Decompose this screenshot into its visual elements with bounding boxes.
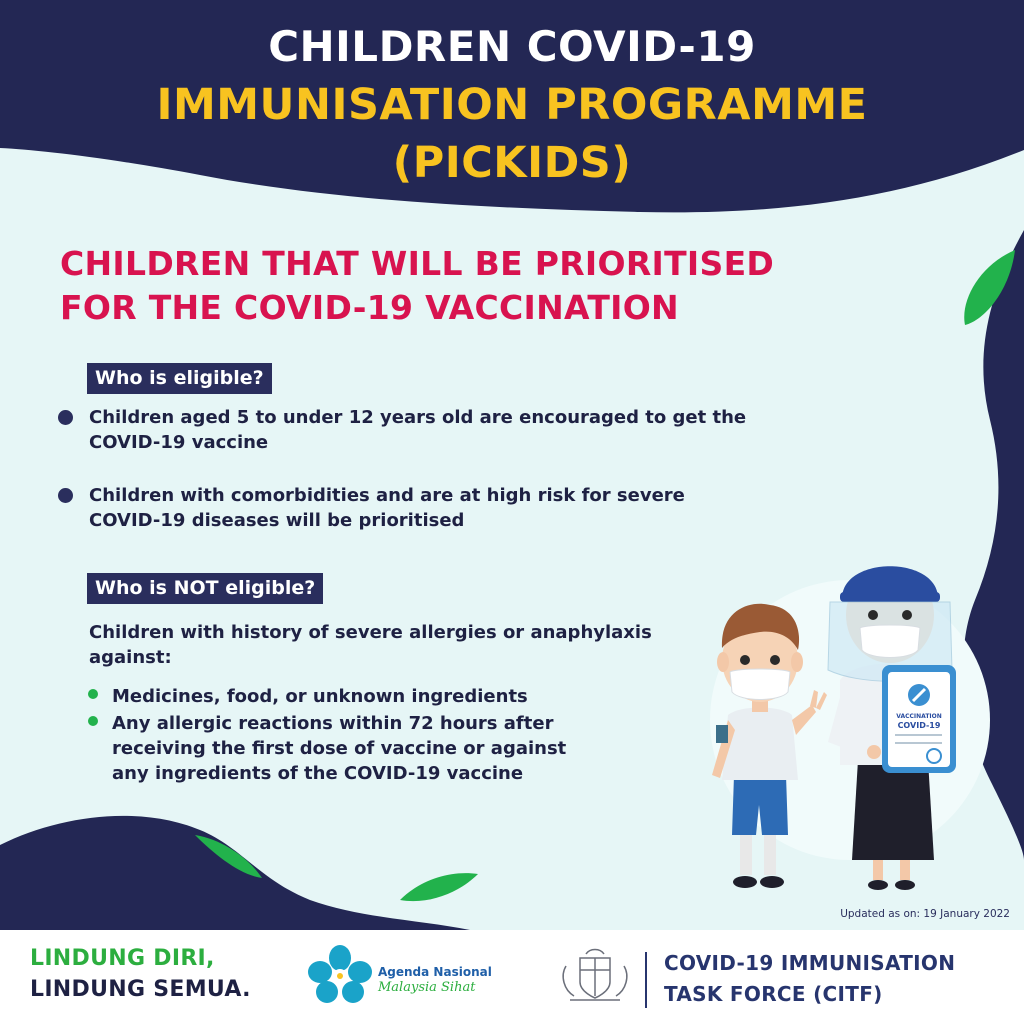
slogan-line-2: LINDUNG SEMUA. <box>30 977 251 1002</box>
eligible-item-1-line-2: COVID-19 vaccine <box>89 432 269 453</box>
footer-divider <box>645 952 647 1008</box>
bullet-icon <box>58 488 73 503</box>
updated-date: Updated as on: 19 January 2022 <box>840 908 1010 920</box>
priority-heading-line-1: CHILDREN THAT WILL BE PRIORITISED <box>60 244 775 283</box>
hibiscus-logo-icon <box>305 944 375 1006</box>
eligible-item-2-line-2: COVID-19 diseases will be prioritised <box>89 510 465 531</box>
not-eligible-item-2-line-1: Any allergic reactions within 72 hours after <box>112 713 554 734</box>
agenda-nasional-label: Agenda Nasional <box>378 965 492 979</box>
eligible-item-2-line-1: Children with comorbidities and are at high risk for severe <box>89 485 685 506</box>
malaysia-sihat-label: Malaysia Sihat <box>378 980 476 995</box>
children-vaccination-illustration <box>690 530 1010 900</box>
eligible-item-1-line-1: Children aged 5 to under 12 years old are encouraged to get the <box>89 407 747 428</box>
not-eligible-label: Who is NOT eligible? <box>87 573 323 604</box>
not-eligible-item-1: Medicines, food, or unknown ingredients <box>112 686 528 707</box>
boy-figure <box>712 604 827 888</box>
citf-label-line-1: COVID-19 IMMUNISATION <box>664 951 956 975</box>
slogan-line-1: LINDUNG DIRI, <box>30 946 215 971</box>
clipboard-label-1: VACCINATION <box>896 713 942 720</box>
title-line-2: IMMUNISATION PROGRAMME <box>156 80 868 130</box>
not-eligible-intro-line-2: against: <box>89 647 172 668</box>
citf-label-line-2: TASK FORCE (CITF) <box>664 982 883 1006</box>
priority-heading-line-2: FOR THE COVID-19 VACCINATION <box>60 288 679 327</box>
title-line-3: (PICKIDS) <box>392 138 632 188</box>
bullet-icon <box>58 410 73 425</box>
not-eligible-item-2-line-2: receiving the first dose of vaccine or against <box>112 738 567 759</box>
not-eligible-item-2-line-3: any ingredients of the COVID-19 vaccine <box>112 763 524 784</box>
bottom-left-blob <box>0 816 470 930</box>
coat-of-arms-icon <box>556 946 634 1006</box>
title-line-1: CHILDREN COVID-19 <box>268 22 756 71</box>
not-eligible-intro-line-1: Children with history of severe allergies or anaphylaxis <box>89 622 652 643</box>
clipboard-label-2: COVID-19 <box>897 721 941 730</box>
green-bullet-icon <box>88 689 98 699</box>
green-bullet-icon <box>88 716 98 726</box>
green-leaf-bottom-2 <box>400 873 478 901</box>
eligible-label: Who is eligible? <box>87 363 272 394</box>
